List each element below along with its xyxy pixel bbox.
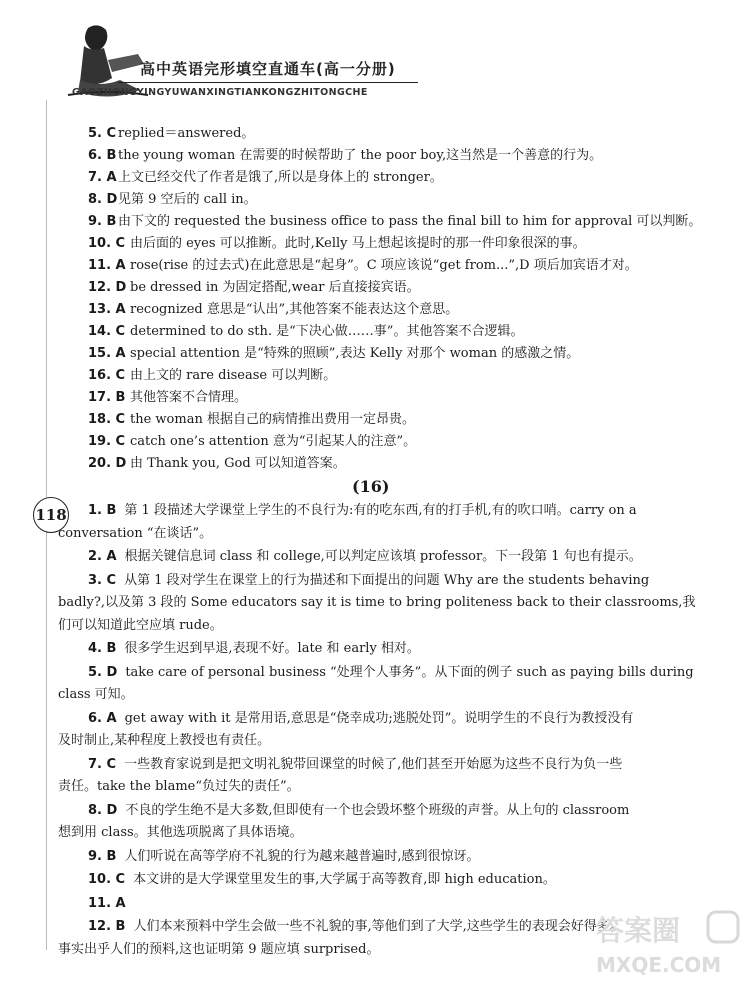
answer-paragraph [58, 800, 700, 845]
watermark-logo-icon [590, 910, 740, 980]
answer-line [88, 278, 710, 300]
answer-explanation: 不良的学生绝不是大多数,但即使有一个也会毁坏整个班级的声誉。从上句的 classroom [125, 802, 630, 818]
answer-explanation: 一些教育家说到是把文明礼貌带回课堂的时候了,他们甚至开始愿为这些不良行为负一些 [124, 756, 623, 772]
answer-number: 19. C [88, 434, 126, 449]
answer-explanation: 从第 1 段对学生在课堂上的行为描述和下面提出的问题 Why are the students behaving [124, 572, 650, 588]
answer-line [88, 432, 710, 454]
answer-line [88, 168, 710, 190]
answer-explanation: 由 Thank you, God 可以知道答案。 [130, 456, 346, 471]
answer-explanation: the young woman 在需要的时候帮助了 the poor boy,这当然是一个善意的行为。 [118, 148, 603, 163]
answer-number: 10. C [88, 872, 126, 887]
answer-explanation: get away with it 是常用语,意思是“侥幸成功;逃脱处罚”。说明学生的不良行为教授没有 [124, 710, 634, 726]
page-header [0, 0, 750, 115]
section-title: (16) [352, 477, 390, 496]
page-number: 118 [33, 497, 69, 533]
answer-line [88, 124, 710, 146]
answer-explanation: determined to do sth. 是“下决心做……事”。其他答案不合逻辑。 [130, 324, 524, 339]
answer-explanation: rose(rise 的过去式)在此意思是“起身”。C 项应该说“get from...”,D 项后加宾语才对。 [130, 258, 638, 273]
answer-list-part2 [58, 500, 700, 962]
answer-number: 18. C [88, 412, 126, 427]
answer-number: 4. B [88, 641, 117, 656]
answer-line [88, 454, 710, 476]
answer-number: 17. B [88, 390, 126, 405]
answer-line [88, 344, 710, 366]
answer-paragraph [88, 869, 700, 892]
answer-explanation: 由后面的 eyes 可以推断。此时,Kelly 马上想起该提时的那一件印象很深的事。 [130, 236, 586, 251]
book-title: 高中英语完形填空直通车(高一分册) [140, 60, 396, 78]
answer-number: 9. B [88, 214, 117, 229]
answer-number: 6. A [88, 710, 117, 726]
answer-paragraph [58, 662, 700, 707]
answer-continuation: 想到用 class。其他选项脱离了具体语境。 [58, 825, 303, 840]
answer-number: 14. C [88, 324, 126, 339]
answer-continuation: 及时制止,某种程度上教授也有责任。 [58, 733, 271, 748]
answer-line [88, 146, 710, 168]
watermark-top-text: 答案圈 [596, 914, 681, 947]
answer-paragraph [58, 754, 700, 799]
answer-number: 7. C [88, 756, 117, 772]
answer-number: 12. D [88, 280, 127, 295]
answer-number: 7. A [88, 170, 117, 185]
answer-explanation: 本文讲的是大学课堂里发生的事,大学属于高等教育,即 high education。 [133, 872, 556, 887]
answer-line [88, 410, 710, 432]
answer-paragraph [58, 570, 700, 638]
answer-list-part1 [88, 124, 710, 476]
answer-explanation: recognized 意思是“认出”,其他答案不能表达这个意思。 [130, 302, 459, 317]
answer-explanation: 上文已经交代了作者是饿了,所以是身体上的 stronger。 [118, 170, 443, 185]
answer-explanation: take care of personal business “处理个人事务”。从下面的例子 such as paying bills during [125, 664, 694, 680]
answer-line [88, 388, 710, 410]
answer-number: 8. D [88, 802, 118, 818]
answer-number: 5. D [88, 664, 118, 680]
answer-continuation: badly?,以及第 3 段的 Some educators say it is time to bring politeness back to their classrooms,我们可以知道此空应填 rude。 [58, 595, 696, 633]
answer-number: 11. A [88, 258, 126, 273]
answer-explanation: 根据关键信息词 class 和 college,可以判定应该填 professor。下一段第 1 句也有提示。 [124, 549, 642, 564]
answer-explanation: be dressed in 为固定搭配,wear 后直接接宾语。 [130, 280, 420, 295]
answer-explanation: 见第 9 空后的 call in。 [118, 192, 257, 207]
answer-explanation: the woman 根据自己的病情推出费用一定昂贵。 [130, 412, 415, 427]
answer-continuation: conversation “在谈话”。 [58, 525, 213, 541]
answer-line [88, 300, 710, 322]
answer-line [88, 366, 710, 388]
answer-explanation: 由下文的 requested the business office to pass the final bill to him for approval 可以判断。 [118, 214, 702, 229]
answer-line [88, 322, 710, 344]
answer-line [88, 190, 710, 212]
answer-number: 8. D [88, 192, 118, 207]
answer-paragraph [88, 638, 700, 661]
answer-explanation: replied＝answered。 [118, 126, 255, 141]
answer-explanation: 人们听说在高等学府不礼貌的行为越来越普遍时,感到很惊讶。 [124, 848, 480, 864]
answer-number: 5. C [88, 126, 117, 141]
answer-explanation: 第 1 段描述大学课堂上学生的不良行为:有的吃东西,有的打手机,有的吹口哨。carry on a [124, 503, 637, 518]
answer-explanation: 其他答案不合情理。 [130, 390, 248, 405]
answer-paragraph [88, 846, 700, 869]
answer-number: 13. A [88, 302, 126, 317]
answer-number: 20. D [88, 456, 127, 471]
answer-explanation: catch one’s attention 意为“引起某人的注意”。 [130, 434, 417, 449]
answer-explanation: 很多学生迟到早退,表现不好。late 和 early 相对。 [124, 641, 420, 656]
answer-continuation: 责任。take the blame“负过失的责任”。 [58, 779, 300, 794]
answer-continuation: 事实出乎人们的预料,这也证明第 9 题应填 surprised。 [58, 941, 380, 957]
watermark-bottom-text: MXQE.COM [596, 953, 722, 977]
answer-number: 10. C [88, 236, 126, 251]
answer-line [88, 234, 710, 256]
header-divider [118, 82, 418, 83]
answer-number: 11. A [88, 895, 126, 911]
answer-paragraph [58, 708, 700, 753]
answer-number: 9. B [88, 848, 117, 864]
answer-number: 15. A [88, 346, 126, 361]
answer-explanation: 由上文的 rare disease 可以判断。 [130, 368, 337, 383]
answer-line [88, 256, 710, 278]
answer-number: 3. C [88, 572, 117, 588]
answer-paragraph [58, 500, 700, 545]
answer-number: 6. B [88, 148, 117, 163]
answer-number: 1. B [88, 503, 117, 518]
answer-paragraph [88, 546, 700, 569]
book-subtitle-pinyin: GAOZHONGYINGYUWANXINGTIANKONGZHITONGCHE [72, 87, 368, 98]
answer-number: 12. B [88, 919, 126, 934]
answer-line [88, 212, 710, 234]
answer-continuation: class 可知。 [58, 687, 134, 702]
answer-explanation: special attention 是“特殊的照顾”,表达 Kelly 对那个 woman 的感激之情。 [130, 346, 580, 361]
answer-number: 16. C [88, 368, 126, 383]
answer-explanation: 人们本来预料中学生会做一些不礼貌的事,等他们到了大学,这些学生的表现会好得多。 [133, 919, 623, 934]
answer-number: 2. A [88, 549, 117, 564]
